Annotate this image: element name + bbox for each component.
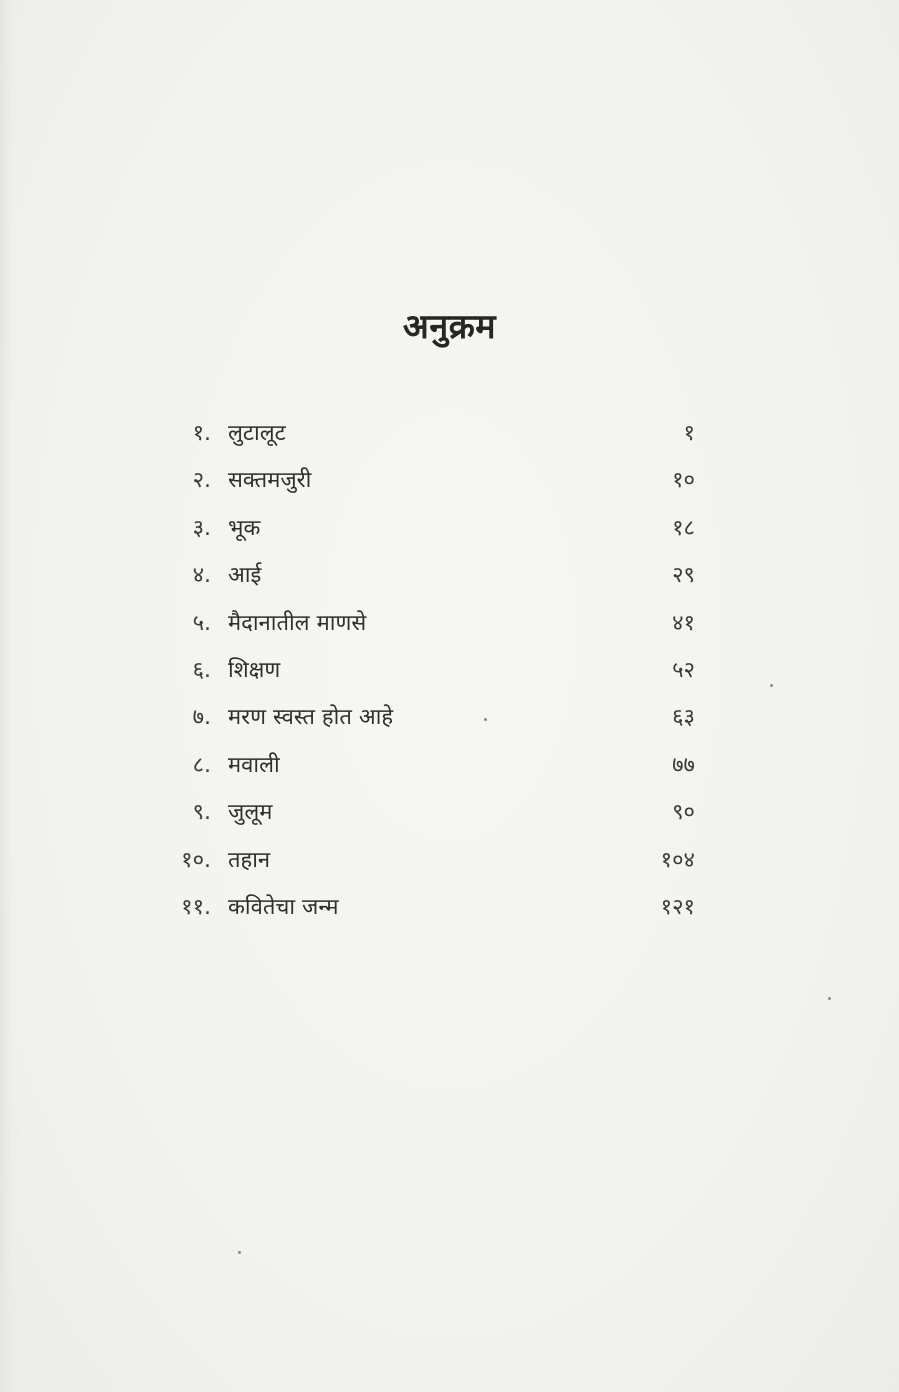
toc-entry[interactable] xyxy=(150,797,695,844)
toc-entry[interactable] xyxy=(150,465,695,512)
toc-entry-page: ९० xyxy=(672,800,695,826)
toc-entry-number: ५. xyxy=(192,610,211,636)
toc-entry-page: १८ xyxy=(672,515,695,541)
toc-entry[interactable] xyxy=(150,608,695,655)
page-title: अनुक्रम xyxy=(402,307,497,347)
table-of-contents xyxy=(150,418,695,939)
toc-entry-number: ९. xyxy=(192,800,211,826)
toc-entry-page: ७७ xyxy=(672,752,695,778)
toc-entry-number: १०. xyxy=(181,847,211,873)
paper-speck xyxy=(484,718,487,721)
toc-entry-title: जुलूम xyxy=(228,800,273,826)
toc-entry[interactable] xyxy=(150,560,695,607)
toc-entry-page: १२१ xyxy=(660,894,695,920)
paper-speck xyxy=(770,684,773,687)
toc-entry-page: १ xyxy=(683,421,695,446)
toc-entry-title: तहान xyxy=(228,847,271,873)
toc-entry-title: लुटालूट xyxy=(228,421,286,446)
toc-entry-page: २९ xyxy=(672,563,695,589)
toc-entry-title: भूक xyxy=(228,515,261,541)
toc-entry[interactable] xyxy=(150,655,695,702)
toc-entry-number: ८. xyxy=(192,752,211,778)
toc-entry[interactable] xyxy=(150,845,695,892)
toc-entry-title: कवितेचा जन्म xyxy=(228,894,339,920)
toc-entry-title: मवाली xyxy=(228,752,280,778)
toc-entry-title: सक्तमजुरी xyxy=(228,468,312,494)
toc-entry-number: ४. xyxy=(192,563,211,589)
toc-entry-number: १. xyxy=(192,421,211,446)
toc-entry[interactable] xyxy=(150,513,695,560)
toc-entry-page: ६३ xyxy=(672,705,695,731)
toc-entry-page: ४१ xyxy=(672,610,695,636)
toc-entry-page: ५२ xyxy=(672,657,695,683)
toc-entry-page: १० xyxy=(672,468,695,494)
toc-entry-number: ६. xyxy=(192,657,211,683)
toc-entry-number: २. xyxy=(192,468,211,494)
toc-entry-number: ११. xyxy=(181,894,211,920)
paper-speck xyxy=(238,1251,241,1254)
toc-entry[interactable] xyxy=(150,750,695,797)
toc-entry[interactable] xyxy=(150,702,695,749)
toc-entry-page: १०४ xyxy=(660,847,695,873)
toc-entry-title: आई xyxy=(228,563,262,589)
page-edge-shadow xyxy=(0,0,12,1392)
toc-entry-title: शिक्षण xyxy=(228,657,281,683)
toc-entry-number: ३. xyxy=(192,515,211,541)
toc-entry-title: मरण स्वस्त होत आहे xyxy=(228,705,394,731)
toc-entry[interactable] xyxy=(150,418,695,465)
toc-entry-number: ७. xyxy=(192,705,211,731)
paper-speck xyxy=(828,997,831,1000)
toc-entry-title: मैदानातील माणसे xyxy=(228,610,367,636)
toc-entry[interactable] xyxy=(150,892,695,939)
